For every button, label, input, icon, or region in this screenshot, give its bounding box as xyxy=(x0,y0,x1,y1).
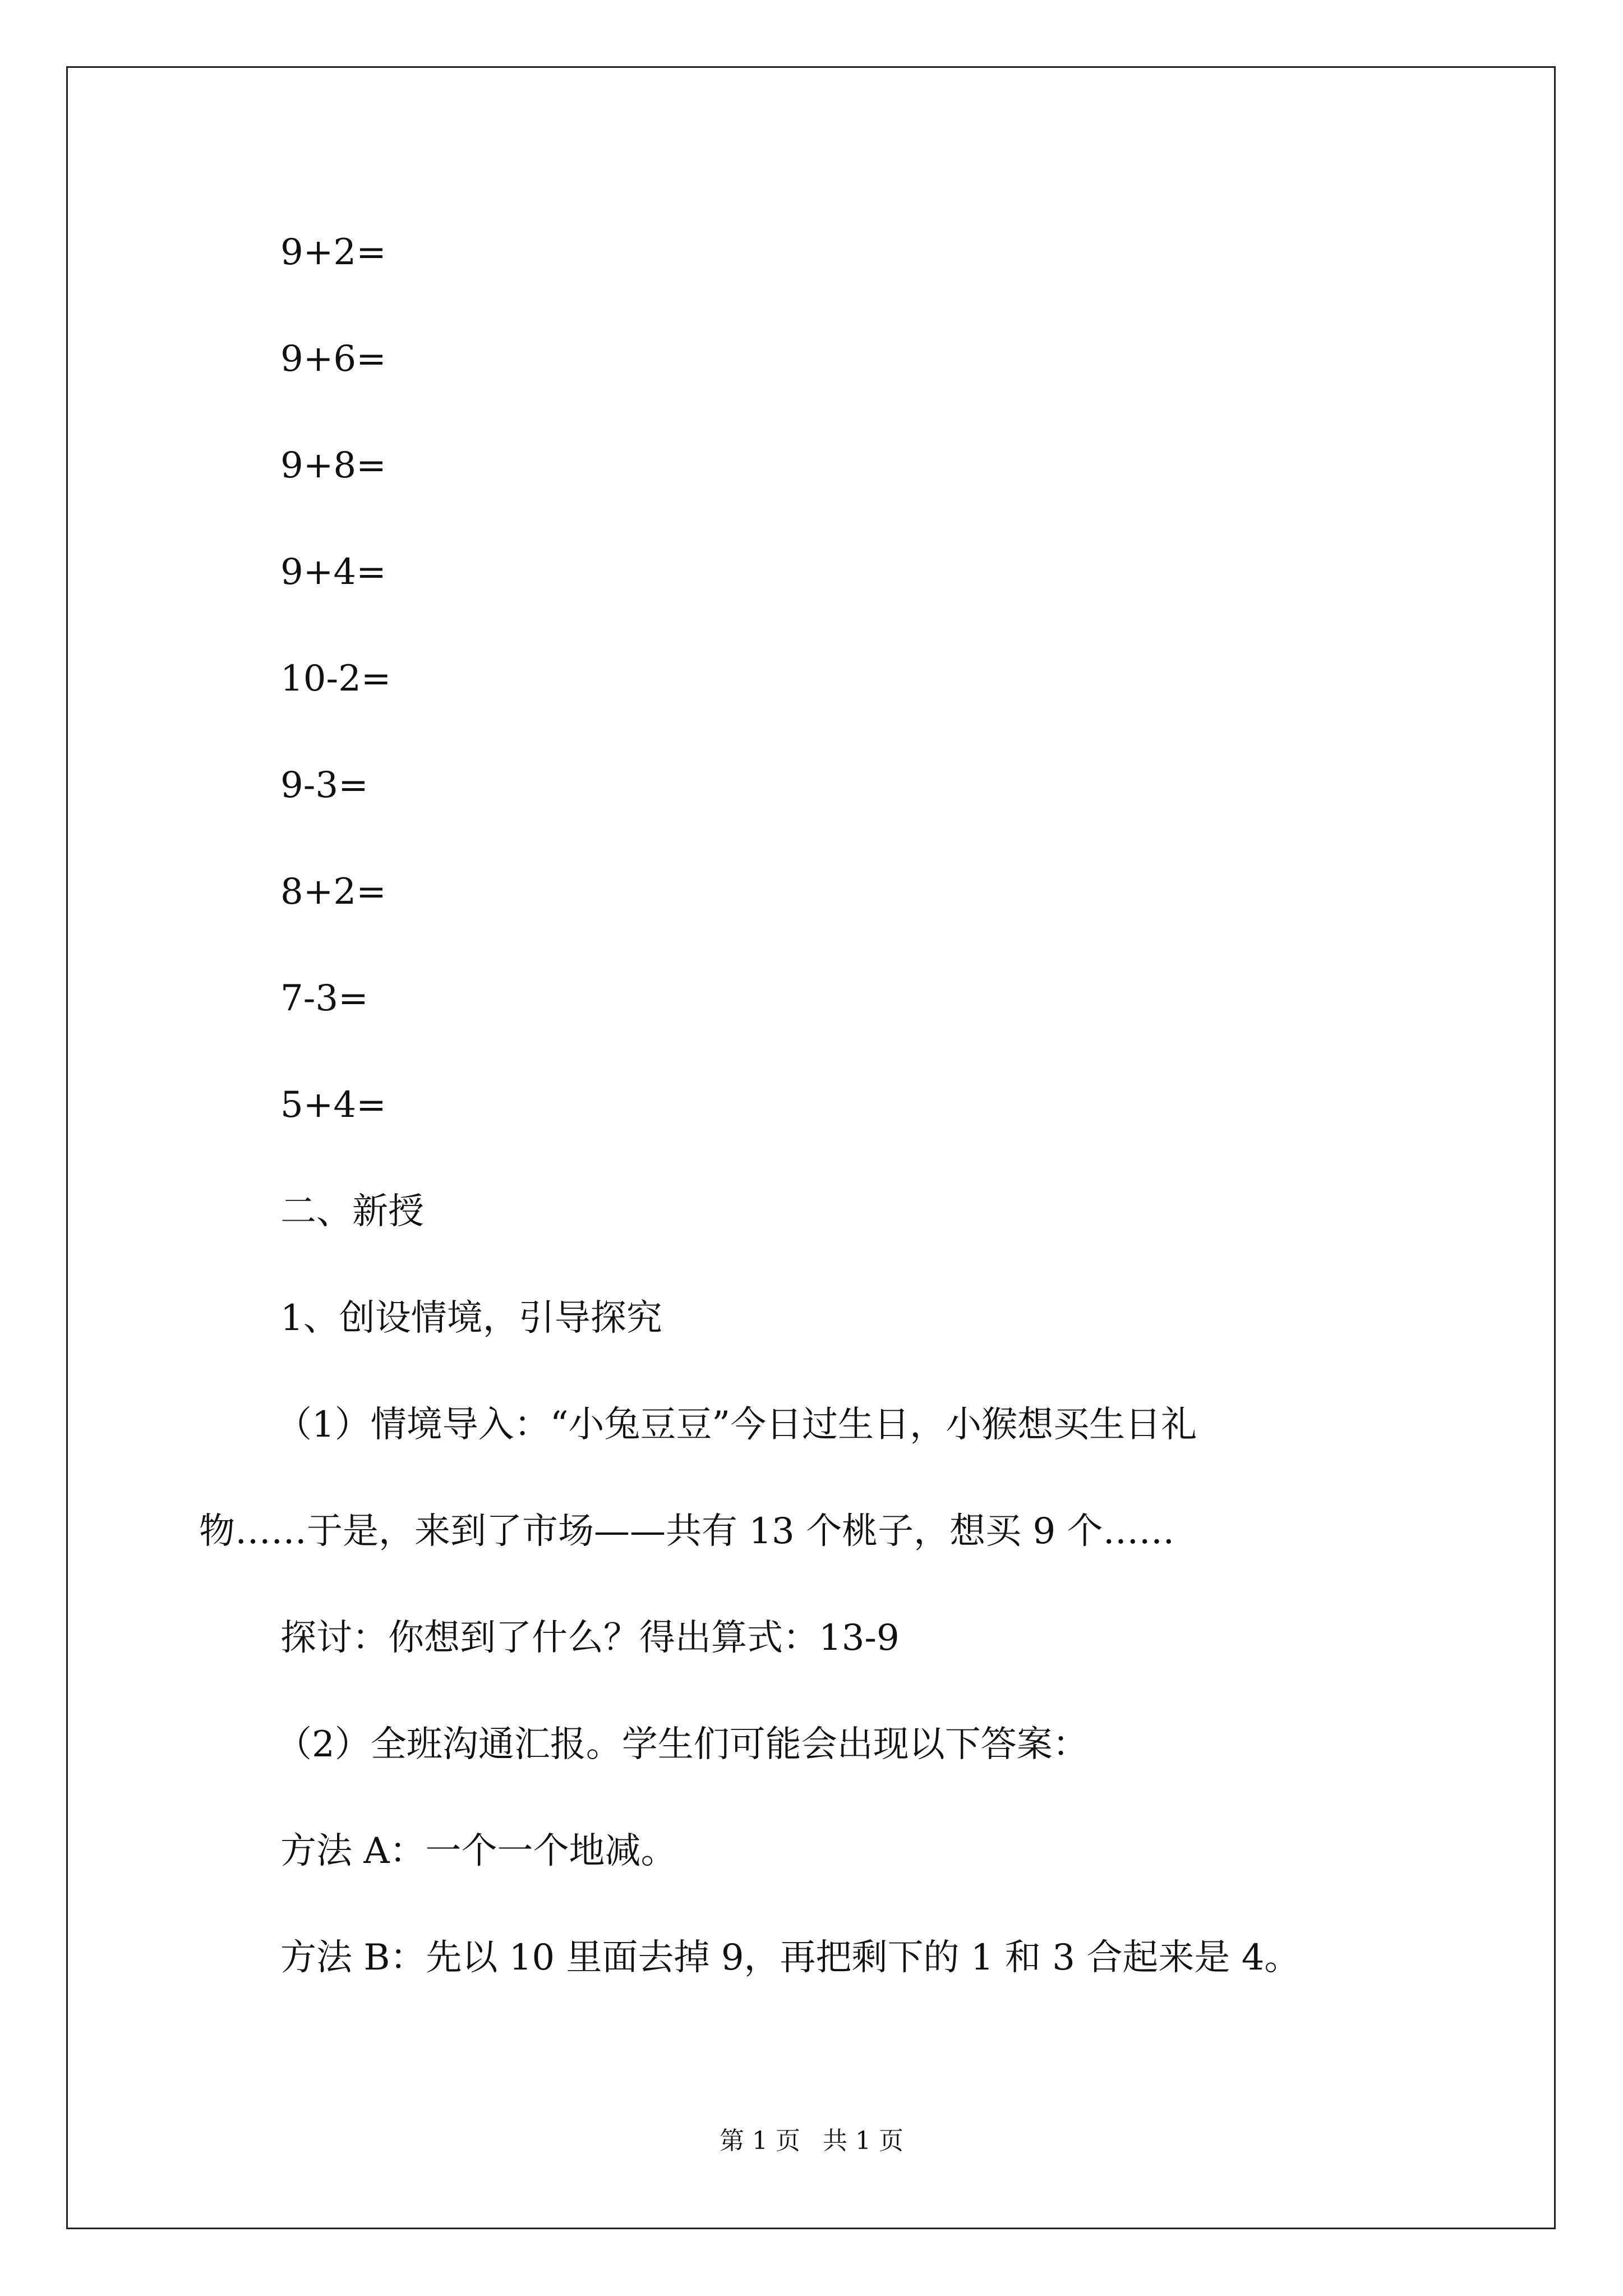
section-heading: 二、新授 xyxy=(280,1191,424,1232)
page-number: 第 1 页 xyxy=(720,2127,800,2155)
situation-line-1: （1）情境导入：“小兔豆豆”今日过生日，小猴想买生日礼 xyxy=(276,1404,1197,1446)
page-border xyxy=(66,66,1556,2229)
method-a-text: 方法 A：一个一个地减。 xyxy=(280,1830,677,1872)
exercise-item: 9+2= xyxy=(280,232,386,273)
situation-line-2: 物……于是，来到了市场——共有 13 个桃子，想买 9 个…… xyxy=(199,1511,1175,1552)
exercise-item: 7-3= xyxy=(280,978,368,1019)
exercise-item: 9+8= xyxy=(280,445,386,486)
page-footer xyxy=(0,2129,1623,2154)
page-total: 共 1 页 xyxy=(823,2127,903,2155)
exercise-item: 9-3= xyxy=(280,765,368,806)
exercise-item: 9+6= xyxy=(280,338,386,380)
exercise-item: 9+4= xyxy=(280,551,386,593)
report-text: （2）全班沟通汇报。学生们可能会出现以下答案： xyxy=(276,1724,1089,1765)
exercise-item: 8+2= xyxy=(280,871,386,913)
exercise-item: 5+4= xyxy=(280,1084,386,1126)
subsection-heading: 1、创设情境，引导探究 xyxy=(280,1297,662,1339)
exercise-item: 10-2= xyxy=(280,658,391,700)
method-b-text: 方法 B：先以 10 里面去掉 9，再把剩下的 1 和 3 合起来是 4。 xyxy=(280,1937,1301,1978)
discussion-text: 探讨：你想到了什么？得出算式：13-9 xyxy=(280,1617,900,1659)
